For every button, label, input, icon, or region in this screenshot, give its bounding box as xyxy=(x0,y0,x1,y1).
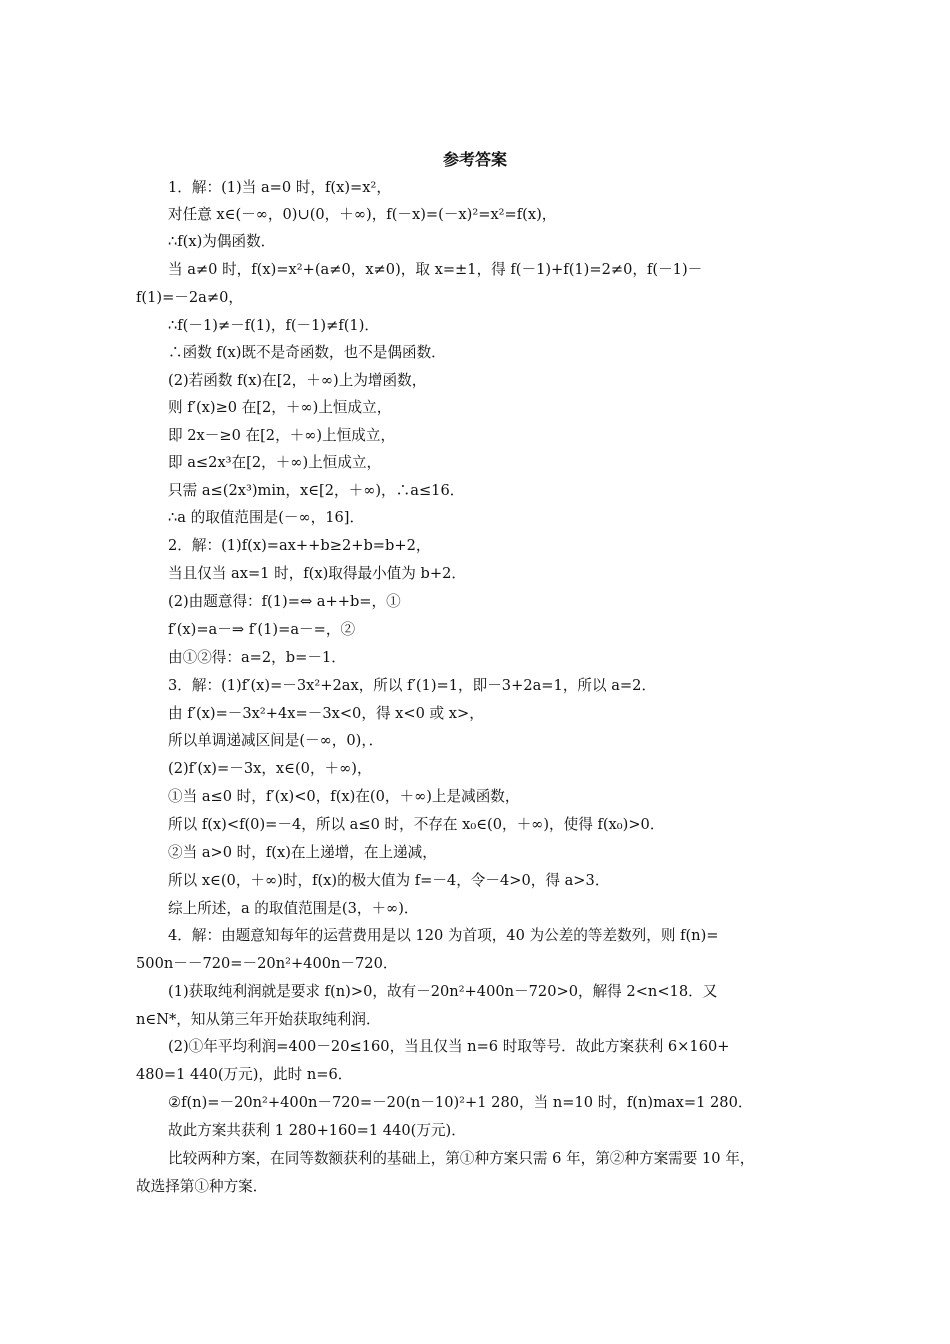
answer-line: 2．解：(1)f(x)=ax++b≥2+b=b+2， xyxy=(168,537,431,554)
answer-line: 1．解：(1)当 a=0 时，f(x)=x²， xyxy=(168,179,391,196)
answer-line: 只需 a≤(2x³)min，x∈[2，＋∞)，∴a≤16． xyxy=(168,482,465,499)
answer-line: ①当 a≤0 时，f′(x)<0，f(x)在(0，＋∞)上是减函数， xyxy=(168,788,520,805)
answer-line: f′(x)=a－⇒ f′(1)=a－=，② xyxy=(168,621,356,638)
answer-line: 故此方案共获利 1 280+160=1 440(万元)． xyxy=(168,1122,466,1139)
answer-line: 由①②得：a=2，b=－1． xyxy=(168,649,346,666)
answer-line: ∴a 的取值范围是(－∞，16]． xyxy=(168,509,365,526)
answer-line: 3．解：(1)f′(x)=－3x²+2ax，所以 f′(1)=1，即－3+2a=1，所以 a=2． xyxy=(168,677,657,694)
answer-line: 所以单调递减区间是(－∞，0)，． xyxy=(168,732,384,749)
answer-line: 即 a≤2x³在[2，＋∞)上恒成立， xyxy=(168,454,382,471)
answer-line: 由 f′(x)=－3x²+4x=－3x<0，得 x<0 或 x>， xyxy=(168,705,484,722)
answer-line: ②当 a>0 时，f(x)在上递增，在上递减， xyxy=(168,844,437,861)
answer-line: (2)若函数 f(x)在[2，＋∞)上为增函数， xyxy=(168,372,427,389)
answer-line: (2)由题意得：f(1)=⇔ a++b=，① xyxy=(168,593,401,610)
answer-line: ②f(n)=－20n²+400n－720=－20(n－10)²+1 280，当 n=10 时，f(n)max=1 280． xyxy=(168,1094,753,1111)
answer-line: 则 f′(x)≥0 在[2，＋∞)上恒成立， xyxy=(168,399,392,416)
answer-line: 当且仅当 ax=1 时，f(x)取得最小值为 b+2． xyxy=(168,565,466,582)
answer-line: 所以 x∈(0，＋∞)时，f(x)的极大值为 f=－4，令－4>0，得 a>3． xyxy=(168,872,610,889)
answer-line: ∴f(－1)≠－f(1)，f(－1)≠f(1)． xyxy=(168,317,380,334)
answer-line: 当 a≠0 时，f(x)=x²+(a≠0，x≠0)，取 x=±1，得 f(－1)+f(1)=2≠0，f(－1)－ xyxy=(168,261,703,278)
answer-line: 即 2x－≥0 在[2，＋∞)上恒成立， xyxy=(168,427,396,444)
answer-line: (2)f′(x)=－3x，x∈(0，＋∞)， xyxy=(168,760,372,777)
answer-line: 所以 f(x)<f(0)=－4，所以 a≤0 时，不存在 x₀∈(0，＋∞)，使得 f(x₀)>0． xyxy=(168,816,665,833)
answer-line: 比较两种方案，在同等数额获利的基础上，第①种方案只需 6 年，第②种方案需要 10 年， xyxy=(168,1150,755,1167)
answer-line: 480=1 440(万元)，此时 n=6． xyxy=(136,1066,353,1083)
answer-line: n∈N*，知从第三年开始获取纯利润． xyxy=(136,1011,381,1028)
answer-line: (1)获取纯利润就是要求 f(n)>0，故有－20n²+400n－720>0，解得 2<n<18．又 xyxy=(168,983,718,1000)
answer-line: 故选择第①种方案． xyxy=(136,1178,268,1195)
answer-line: 4．解：由题意知每年的运营费用是以 120 为首项，40 为公差的等差数列，则 f(n)= xyxy=(168,927,719,944)
document-title: 参考答案 xyxy=(442,150,507,169)
answer-line: ∴f(x)为偶函数． xyxy=(168,233,276,250)
answer-line: (2)①年平均利润=400－20≤160，当且仅当 n=6 时取等号．故此方案获利 6×160+ xyxy=(168,1038,730,1055)
answer-line: 500n－－720=－20n²+400n－720． xyxy=(136,955,398,972)
answer-line: 综上所述，a 的取值范围是(3，＋∞)． xyxy=(168,900,419,917)
answer-line: 对任意 x∈(－∞，0)∪(0，＋∞)，f(－x)=(－x)²=x²=f(x)， xyxy=(168,206,557,223)
answer-line: ∴函数 f(x)既不是奇函数，也不是偶函数． xyxy=(168,344,446,361)
answer-line: f(1)=－2a≠0， xyxy=(136,289,243,306)
